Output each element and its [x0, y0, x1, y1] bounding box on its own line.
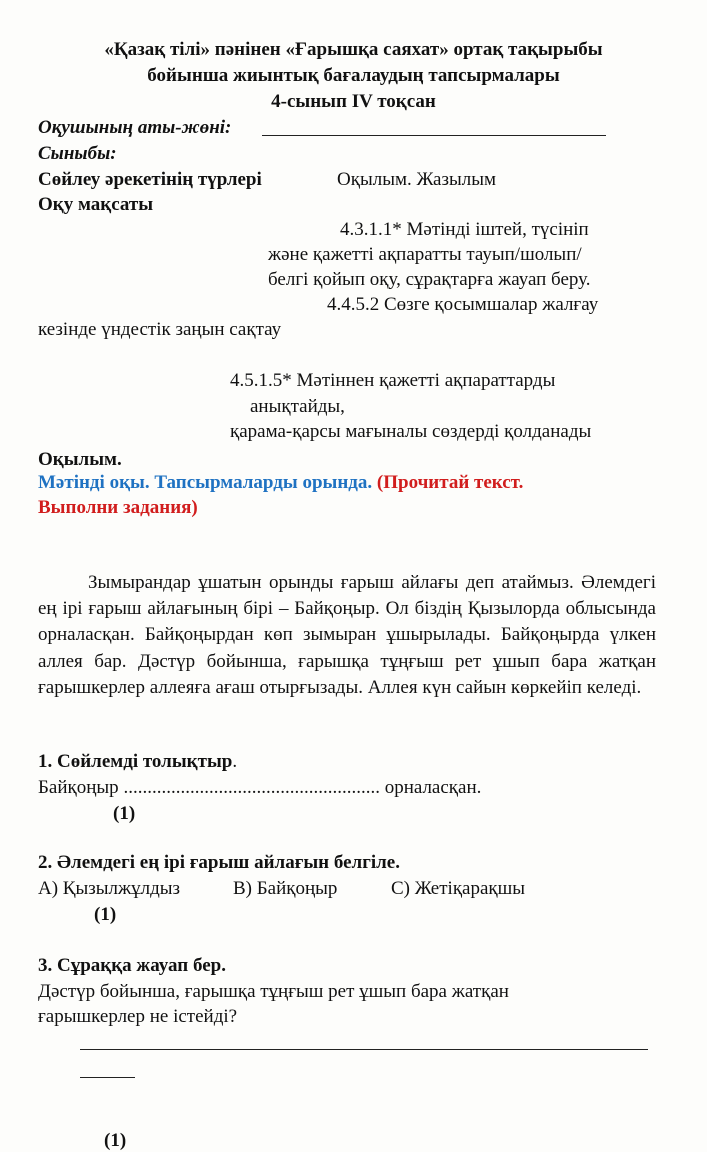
objective-1-line-2: және қажетті ақпаратты тауып/шолып/ [268, 244, 582, 265]
objective-3-line-3: қарама-қарсы мағыналы сөздерді қолданады [230, 421, 592, 442]
student-name-label: Оқушының аты-жөні: [38, 117, 232, 138]
instruction-ru-start: (Прочитай текст. [376, 472, 524, 493]
instruction-line-1 [38, 472, 523, 494]
task-3-title: 3. Сұраққа жауап бер. [38, 955, 226, 976]
task-1-blank[interactable]: ...................................................... [123, 777, 380, 798]
reading-text: Зымырандар ұшатын орынды ғарыш айлағы деп атаймыз. Әлемдегі ең ірі ғарыш айлағының бірі – Байқоңыр. Ол біздің Қызылорда облысында орналасқан. Байқоңырдан көп зымыран ұшырылады. Байқоңырда үлкен аллея бар. Дәстүр бойынша, ғарышқа тұңғыш рет ұшып бара жатқан ғарышкерлер аллеяға ағаш отырғызады. Аллея күн сайын көркейіп келеді. [38, 572, 656, 698]
objective-1-line-3: белгі қойып оқу, сұрақтарға жауап беру. [268, 269, 591, 290]
task-3-score: (1) [104, 1130, 127, 1151]
task-1-sentence-start: Байқоңыр [38, 777, 119, 798]
task-1-sentence-end: орналасқан. [384, 777, 482, 798]
class-label: Сыныбы: [38, 143, 117, 164]
section-heading: Оқылым. [38, 449, 122, 470]
title-line-2: бойынша жиынтық бағалаудың тапсырмалары [147, 65, 560, 86]
task-2-score: (1) [94, 904, 117, 925]
title-line-3: 4-сынып IV тоқсан [271, 91, 436, 112]
task-2-option-c[interactable]: C) Жетіқарақшы [391, 878, 526, 899]
task-1-title-line [38, 751, 237, 773]
task-3-question-line-2: ғарышкерлер не істейді? [38, 1006, 238, 1027]
objective-3-line-2: анықтайды, [250, 396, 345, 417]
instruction-kz: Мәтінді оқы. Тапсырмаларды орында. [38, 472, 373, 493]
objective-label: Оқу мақсаты [38, 194, 154, 215]
speech-types-value: Оқылым. Жазылым [337, 169, 497, 190]
student-name-line[interactable] [262, 135, 606, 136]
task-3-question-line-1: Дәстүр бойынша, ғарышқа тұңғыш рет ұшып бара жатқан [38, 981, 509, 1002]
objective-3-line-1: 4.5.1.5* Мәтіннен қажетті ақпараттарды [230, 370, 556, 391]
task-1-score: (1) [113, 803, 136, 824]
task-1-title: 1. Сөйлемді толықтыр [38, 751, 233, 772]
task-3-answer-line-1[interactable] [80, 1049, 648, 1050]
task-2-option-a[interactable]: A) Қызылжұлдыз [38, 878, 181, 899]
task-1-title-period: . [232, 751, 238, 772]
objective-2-line-1: 4.4.5.2 Сөзге қосымшалар жалғау [327, 294, 599, 315]
task-2-option-b[interactable]: B) Байқоңыр [233, 878, 338, 899]
speech-types-label: Сөйлеу әрекетінің түрлері [38, 169, 262, 190]
objective-2-line-2: кезінде үндестік заңын сақтау [38, 319, 282, 340]
objective-1-line-1: 4.3.1.1* Мәтінді іштей, түсініп [340, 219, 589, 240]
title-line-1: «Қазақ тілі» пәнінен «Ғарышқа саяхат» ортақ тақырыбы [104, 39, 603, 60]
instruction-ru-end: Выполни задания) [38, 497, 198, 518]
task-2-title: 2. Әлемдегі ең ірі ғарыш айлағын белгіле. [38, 852, 400, 873]
task-3-answer-line-2[interactable] [80, 1077, 135, 1078]
task-1-sentence [38, 777, 481, 799]
